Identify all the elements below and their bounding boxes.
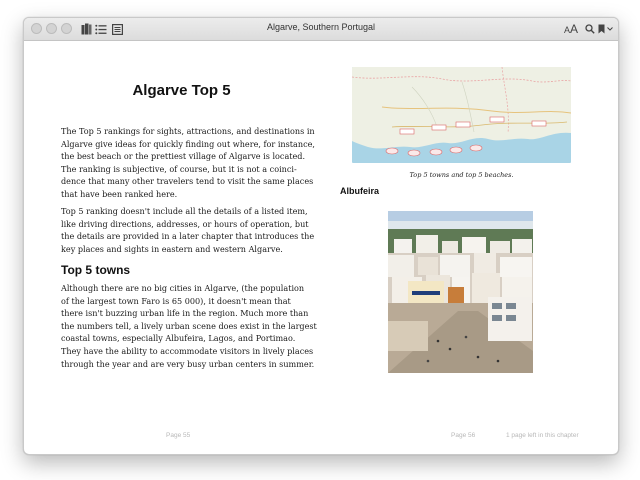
window-title: Algarve, Southern Portugal [266,22,376,32]
paragraph-line: there isn't buzzing urban life in the region. Much more than [61,308,309,319]
paragraph-ranking [61,205,315,255]
paragraph-line: that have been ranked here. [61,188,178,199]
albufeira-heading: Albufeira [340,186,380,196]
paragraph-line: dence that many other travelers tend to visit the same places [61,176,314,187]
paragraph-line: like driving directions, addresses, or hours of operation, but [61,218,309,229]
algarve-map [352,67,571,163]
paragraph-line: the best beach or the prettiest village of Algarve is located. [61,151,306,162]
paragraph-line: Algarve give ideas for quickly finding out where, for instance, [61,138,315,149]
paragraph-line: coastal towns, especially Albufeira, Lagos, and Portimao. [61,333,296,344]
title-bar [24,18,618,41]
paragraph-line: Top 5 ranking doesn't include all the details of a listed item, [61,206,308,216]
paragraph-towns [61,282,317,370]
chapter-title: Algarve Top 5 [132,82,231,99]
font-size-icon[interactable] [564,22,578,36]
left-page-number: Page 55 [166,432,191,439]
bookmark-icon[interactable] [597,22,605,36]
paragraph-line: They have the ability to accommodate visitors in lively places [61,345,314,356]
paragraph-line: through the year and are very busy urban centers in summer. [61,358,315,369]
chevron-down-icon[interactable] [606,22,614,36]
search-icon[interactable] [584,22,596,36]
paragraph-line: The ranking is subjective, of course, but it is not a coinci- [61,163,297,174]
font-size-small: A [564,25,571,35]
paragraph-line: The Top 5 rankings for sights, attractions, and destinations in [61,126,315,136]
paragraph-line: of the largest town Faro is 65 000), it doesn't mean that [61,295,291,306]
map-caption: Top 5 towns and top 5 beaches. [409,171,514,179]
section-heading: Top 5 towns [61,263,131,277]
paragraph-intro [61,125,315,201]
pages-left-in-chapter: 1 page left in this chapter [506,432,579,439]
paragraph-line: key places and sights in eastern and western Algarve. [61,243,283,254]
font-size-large: A [570,22,579,36]
paragraph-line: the details are provided in a later chapter that introduces the [61,231,315,242]
albufeira-photo [388,211,533,373]
reader-window [23,17,619,455]
paragraph-line: Although there are no big cities in Algarve, (the population [61,283,305,293]
paragraph-line: the numbers tell, a lively urban scene does exist in the largest [61,320,317,331]
right-page-number: Page 56 [451,432,476,439]
